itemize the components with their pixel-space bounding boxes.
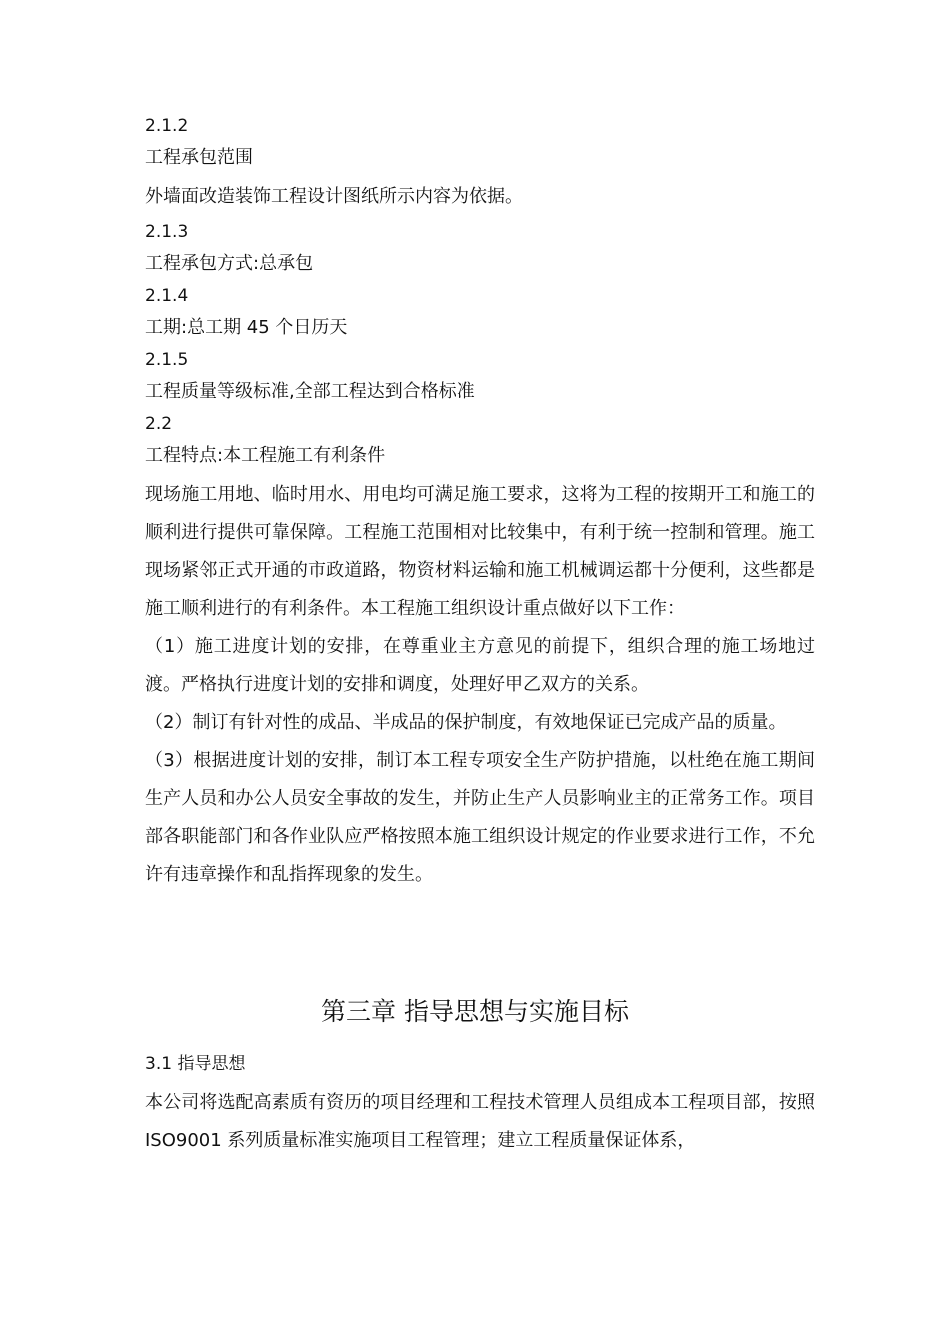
paragraph-item-1: （1）施工进度计划的安排，在尊重业主方意见的前提下，组织合理的施工场地过渡。严格执行进度计划的安排和调度，处理好甲乙双方的关系。 [145,636,815,695]
document-body [145,110,815,894]
section-number-2-2: 2.2 [145,414,173,434]
paragraph-item-3: （3）根据进度计划的安排，制订本工程专项安全生产防护措施，以杜绝在施工期间生产人员和办公人员安全事故的发生，并防止生产人员影响业主的正常务工作。项目部各职能部门和各作业队应严格按照本施工组织设计规定的作业要求进行工作，不允许有违章操作和乱指挥现象的发生。 [145,750,815,885]
section-title-project-features: 工程特点:本工程施工有利条件 [145,445,386,466]
section-number-2-1-3: 2.1.3 [145,222,189,242]
paragraph-favorable-conditions: 现场施工用地、临时用水、用电均可满足施工要求，这将为工程的按期开工和施工的顺利进行提供可靠保障。工程施工范围相对比较集中，有利于统一控制和管理。施工现场紧邻正式开通的市政道路，物资材料运输和施工机械调运都十分便利，这些都是施工顺利进行的有利条件。本工程施工组织设计重点做好以下工作： [145,484,815,619]
section-title-duration: 工期:总工期 45 个日历天 [145,317,348,338]
chapter-title: 第三章 指导思想与实施目标 [321,997,629,1026]
paragraph-item-2: （2）制订有针对性的成品、半成品的保护制度，有效地保证已完成产品的质量。 [145,712,787,733]
section-3-1 [145,1048,815,1160]
section-title-quality-standard: 工程质量等级标准,全部工程达到合格标准 [145,381,475,402]
section-heading-3-1: 3.1 指导思想 [145,1054,246,1074]
section-number-2-1-2: 2.1.2 [145,116,189,136]
section-title-contract-method: 工程承包方式:总承包 [145,253,314,274]
section-title-contract-scope: 工程承包范围 [145,147,253,168]
paragraph-contract-scope: 外墙面改造装饰工程设计图纸所示内容为依据。 [145,186,523,207]
paragraph-guiding-ideology: 本公司将选配高素质有资历的项目经理和工程技术管理人员组成本工程项目部，按照 ISO9001 系列质量标准实施项目工程管理；建立工程质量保证体系， [145,1092,815,1151]
section-number-2-1-4: 2.1.4 [145,286,189,306]
section-number-2-1-5: 2.1.5 [145,350,189,370]
